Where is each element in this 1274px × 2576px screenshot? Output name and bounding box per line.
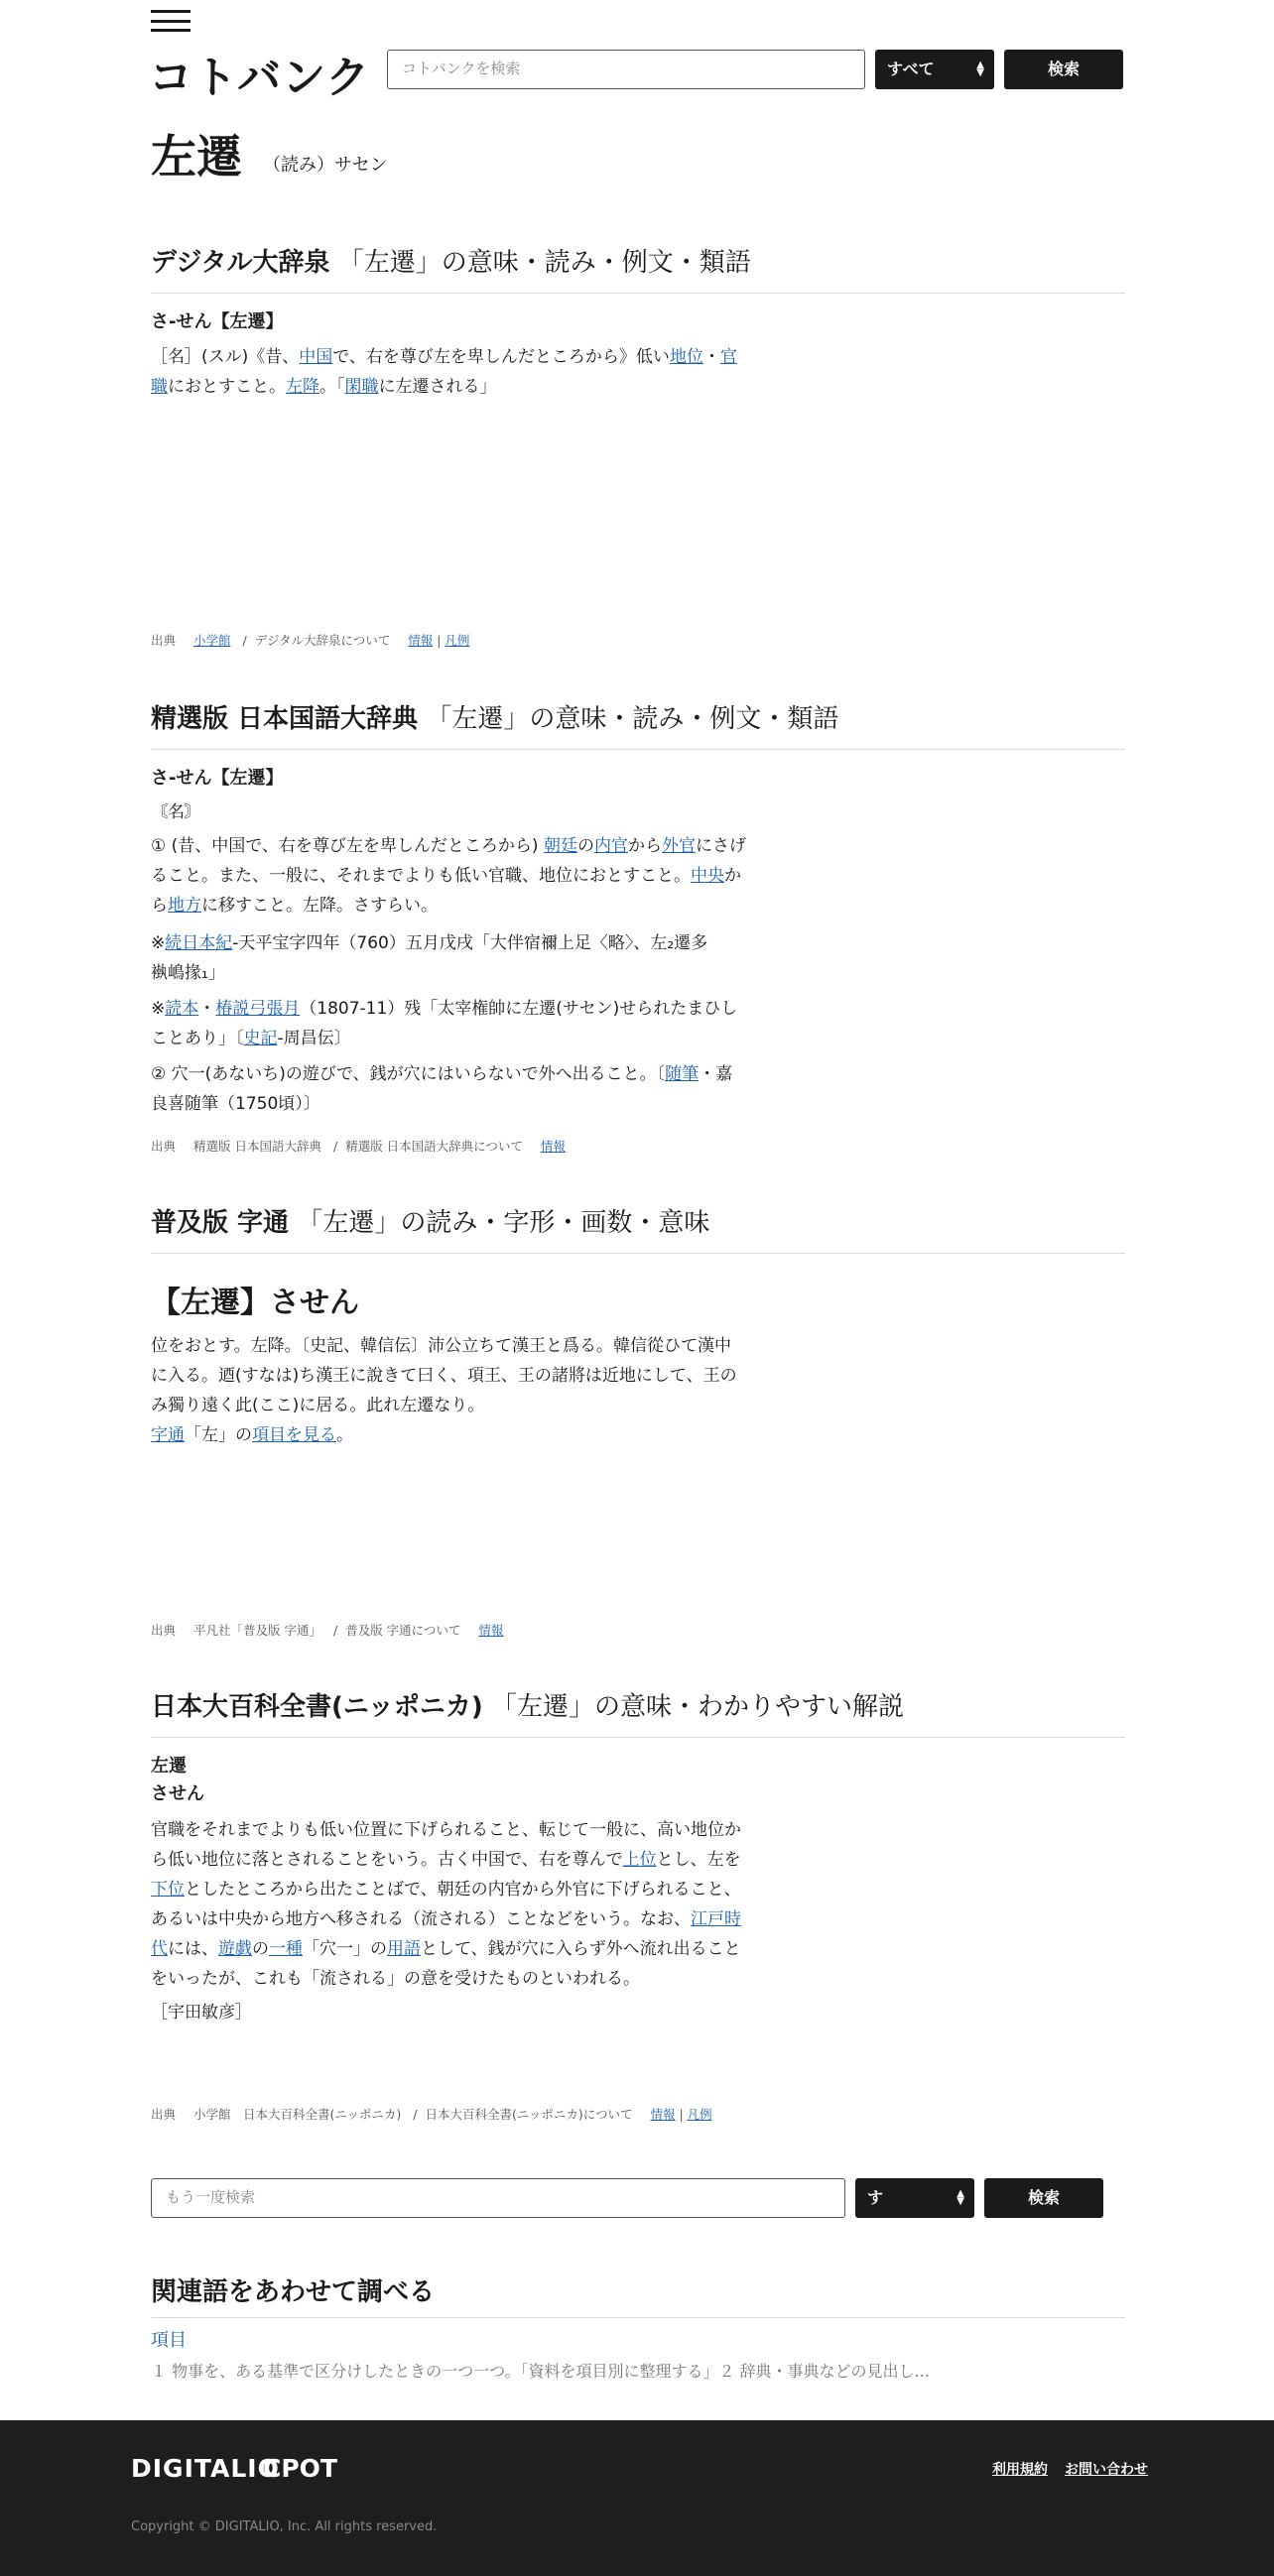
section-heading-jitsu	[151, 1202, 1125, 1254]
section-heading-daijisen	[151, 242, 1125, 294]
source-nipponica: 出典 小学館 日本大百科全書(ニッポニカ) / 日本大百科全書(ニッポニカ)について 情報 | 凡例	[151, 2107, 712, 2122]
definition-nikkoku-2: ② 穴一(あないち)の遊びで、銭が穴にはいらないで外へ出ること。〔随筆・嘉 良喜随筆（1750頃）〕	[151, 1064, 733, 1114]
related-heading: 関連語をあわせて調べる	[151, 2277, 436, 2307]
menu-icon[interactable]	[151, 10, 191, 32]
link-edo[interactable]: 江戸時 代	[151, 1909, 741, 1959]
dict-name: 日本大百科全書(ニッポニカ)	[151, 1692, 483, 1722]
link-chiho[interactable]: 地方	[168, 896, 201, 916]
select-arrows-icon: ▲ ▼	[976, 60, 984, 78]
link-sako[interactable]: 左降	[286, 377, 319, 397]
citation-1: ※続日本紀‐天平宝字四年（760）五月戊戌「大伴宿禰上足〈略〉、左₂遷多 褹嶋掾₁」	[151, 933, 708, 983]
source-info-link[interactable]: 情報	[478, 1623, 504, 1638]
word-reading: （読み）サセン	[263, 155, 388, 176]
search-input[interactable]: コトバンクを検索	[387, 50, 865, 89]
heading-rest: 「左遷」の読み・字形・画数・意味	[289, 1208, 710, 1238]
copyright: Copyright © DIGITALIO, Inc. All rights reserved.	[131, 2519, 438, 2534]
divider	[151, 2317, 1125, 2318]
category-select[interactable]	[875, 50, 994, 89]
link-gaikan[interactable]: 外官	[661, 836, 696, 856]
source-jitsu: 出典 平凡社「普及版 字通」 / 普及版 字通について 情報	[151, 1623, 504, 1638]
definition-nipponica: 官職をそれまでよりも低い位置に下げられること、転じて一般に、高い地位か ら低い地位に落とされることをいう。古く中国で、右を尊んで上位とし、左を 下位としたところから出たことばで、朝廷の内官から外官に下げられること、 あるいは中央から地方へ移される（流される）ことなどをいう。なお、江戸時 代には、遊戯の一種「穴一」の用語として、銭が穴に入らず外へ流れ出ること をいったが、これも「流される」の意を受けたものといわれる。	[151, 1820, 741, 1989]
page-title: 左遷	[151, 130, 242, 184]
headword-reading: させん	[151, 1783, 204, 1804]
related-link[interactable]: 項目	[151, 2330, 187, 2351]
source-legend-link[interactable]: 凡例	[687, 2107, 712, 2122]
heading-rest: 「左遷」の意味・読み・例文・類語	[418, 704, 839, 734]
link-chinsetsu[interactable]: 椿説弓張月	[215, 999, 301, 1019]
source-publisher-link[interactable]: 小学館	[193, 633, 231, 648]
citation-2: ※読本・椿説弓張月（1807‐11）残「太宰権帥に左遷(サセン)せられたまひし ことあり」〔史記‐周昌伝〕	[151, 999, 738, 1048]
select-arrows-icon: ▲ ▼	[956, 2188, 964, 2207]
source-legend-link[interactable]: 凡例	[445, 633, 470, 648]
terms-link[interactable]: 利用規約	[992, 2462, 1048, 2478]
heading-rest: 「左遷」の意味・わかりやすい解説	[482, 1692, 904, 1722]
kanji-headword: 【左遷】させん	[151, 1286, 359, 1320]
source-nikkoku: 出典 精選版 日本国語大辞典 / 精選版 日本国語大辞典について 情報	[151, 1139, 566, 1154]
link-chugoku[interactable]: 中国	[299, 347, 333, 367]
link-joi[interactable]: 上位	[622, 1850, 657, 1870]
link-yogo[interactable]: 用語	[387, 1939, 421, 1959]
section-heading-nipponica	[151, 1686, 1125, 1738]
link-shiki[interactable]: 史記	[243, 1029, 278, 1048]
source-info-link[interactable]: 情報	[650, 2107, 676, 2122]
link-chii[interactable]: 地位	[669, 347, 703, 367]
definition-nikkoku: ① (昔、中国で、右を尊び左を卑しんだところから) 朝廷の内官から外官にさげ ること。また、一般に、それまでよりも低い官職、地位におとすこと。中央か ら地方に移すこと。左降。さすらい。	[151, 836, 746, 916]
site-logo[interactable]: コトバンク	[149, 53, 371, 103]
link-chotei[interactable]: 朝廷	[543, 836, 577, 856]
category-select-bottom[interactable]	[855, 2178, 974, 2218]
author: ［宇田敏彦］	[151, 2003, 252, 2023]
dict-name: デジタル大辞泉	[151, 248, 330, 278]
link-yugi[interactable]: 遊戯	[218, 1939, 252, 1959]
link-naikan[interactable]: 内官	[593, 836, 628, 856]
dict-name: 普及版 字通	[151, 1208, 290, 1238]
link-jitsu[interactable]: 字通	[151, 1425, 185, 1445]
section-heading-nikkoku	[151, 698, 1125, 750]
cpot-logo[interactable]: CPOT	[263, 2454, 337, 2483]
definition-jitsu: 位をおとす。左降。〔史記、韓信伝〕沛公立ちて漢王と爲る。韓信從ひて漢中 に入る。迺(すなは)ち漢王に說きて曰く、項王、王の諸將は近地にして、王の み獨り遠く此(ここ)に居る。此れ左遷なり。 字通「左」の項目を見る。	[151, 1336, 737, 1445]
search-again-input[interactable]: もう一度検索	[151, 2178, 845, 2218]
pos-label: 〘名〙	[151, 802, 201, 822]
link-zuihitsu[interactable]: 随筆	[665, 1064, 700, 1084]
link-kanshoku[interactable]: 官 職	[151, 347, 737, 397]
headword: 左遷	[151, 1756, 187, 1777]
headword: さ‐せん【左遷】	[151, 311, 284, 332]
related-description: １ 物事を、ある基準で区分けしたときの一つ一つ。「資料を項目別に整理する」２ 辞典・事典などの見出し...	[151, 2362, 930, 2381]
link-kai[interactable]: 下位	[151, 1880, 185, 1900]
link-kanshoku2[interactable]: 閑職	[344, 377, 379, 397]
link-chuo[interactable]: 中央	[691, 866, 724, 886]
search-again-button[interactable]: 検索	[984, 2178, 1103, 2218]
category-select-value: す	[867, 2188, 884, 2207]
contact-link[interactable]: お問い合わせ	[1065, 2462, 1148, 2478]
link-isshu[interactable]: 一種	[269, 1939, 303, 1959]
digitalio-logo[interactable]: DIGITALIO	[131, 2454, 280, 2483]
link-see-entry[interactable]: 項目を見る	[252, 1425, 336, 1445]
headword: さ‐せん【左遷】	[151, 768, 284, 789]
link-shokunihongi[interactable]: 続日本紀	[165, 933, 233, 953]
dict-name: 精選版 日本国語大辞典	[151, 704, 419, 734]
search-button[interactable]: 検索	[1004, 50, 1123, 89]
definition-daijisen: ［名］(スル)《昔、中国で、右を尊び左を卑しんだところから》低い地位・官 職におとすこと。左降。「閑職に左遷される」	[151, 347, 737, 397]
link-yomihon[interactable]: 読本	[165, 999, 199, 1019]
source-info-link[interactable]: 情報	[408, 633, 434, 648]
category-select-value: すべて	[887, 60, 935, 78]
footer	[0, 2420, 1274, 2576]
source-info-link[interactable]: 情報	[540, 1139, 566, 1154]
heading-rest: 「左遷」の意味・読み・例文・類語	[329, 248, 751, 278]
source-daijisen: 出典 小学館 / デジタル大辞泉について 情報 | 凡例	[151, 633, 470, 648]
